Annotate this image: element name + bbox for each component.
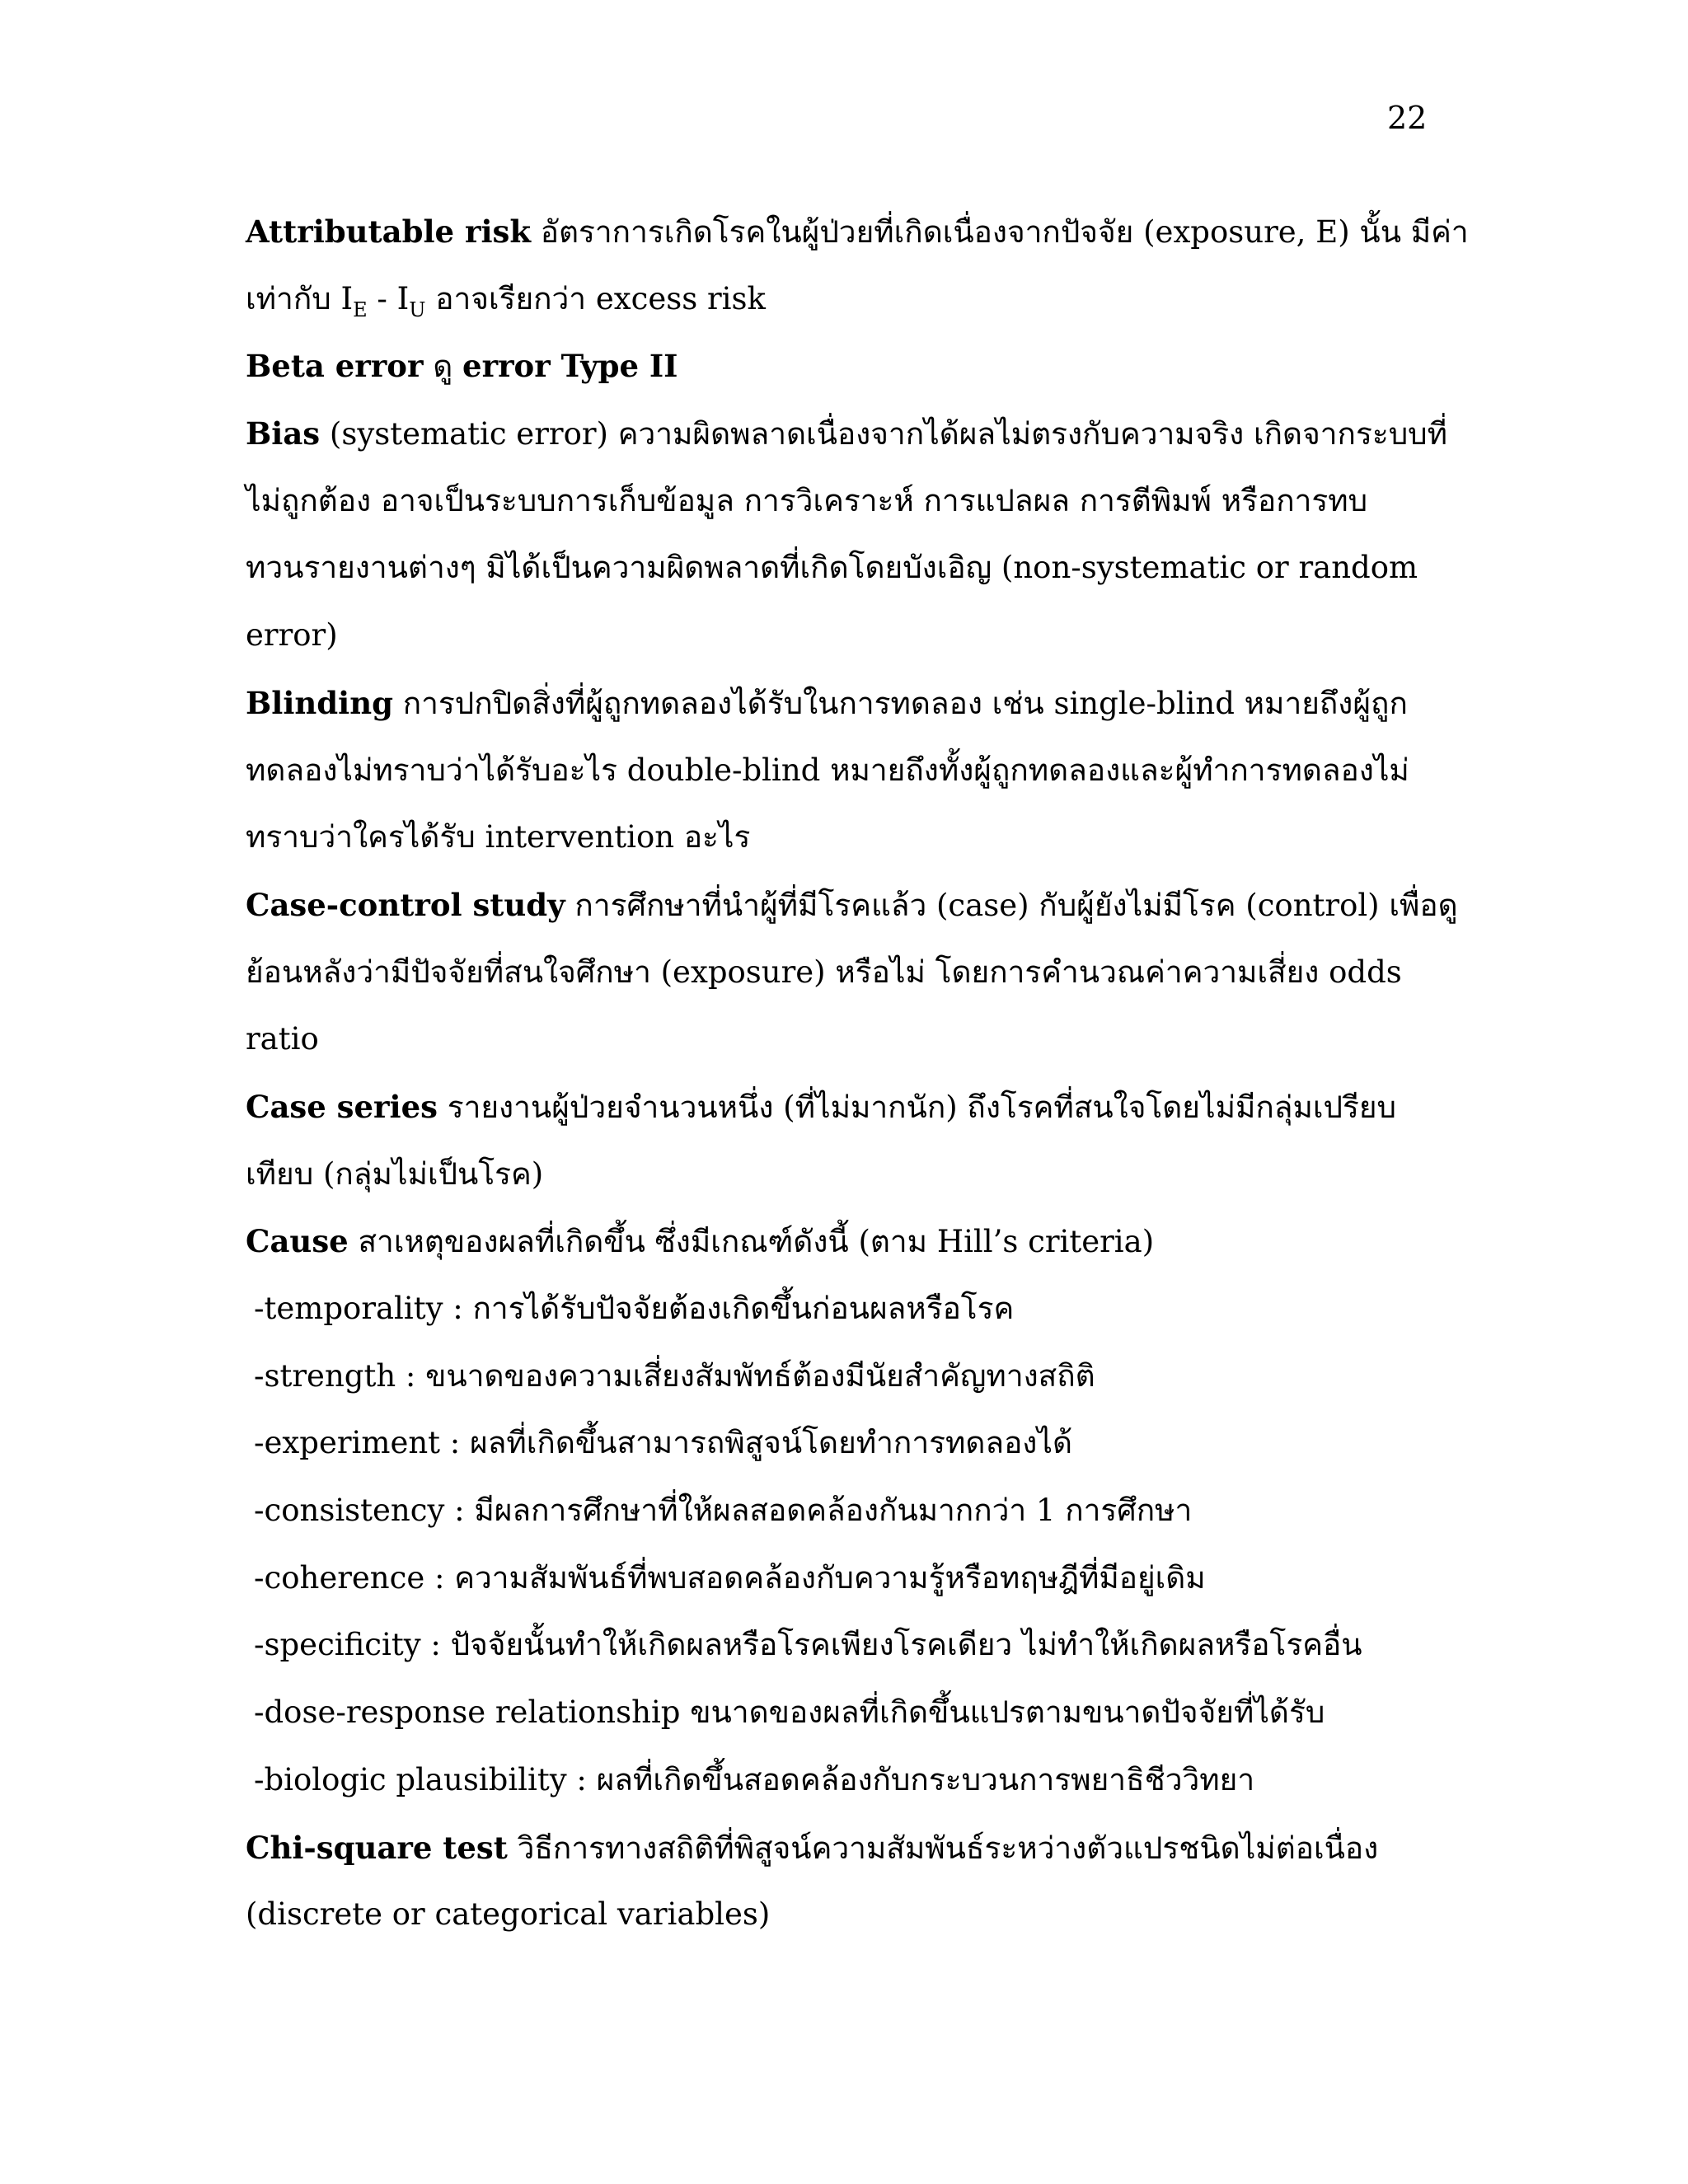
entry-case-control-line-2: ย้อนหลังว่ามีปัจจัยที่สนใจศึกษา (exposure) หรือไม่ โดยการคำนวณค่าความเสี่ยง odds [246, 954, 1402, 990]
entry-bias-line-4: error) [246, 617, 338, 654]
subscript-e: E [353, 298, 368, 321]
definition-text: (systematic error) ความผิดพลาดเนื่องจากได้ผลไม่ตรงกับความจริง เกิดจากระบบที่ [320, 416, 1448, 452]
entry-case-series-line-2: เทียบ (กลุ่มไม่เป็นโรค) [246, 1155, 544, 1192]
term-case-series: Case series [246, 1088, 438, 1125]
criterion-experiment: -experiment : ผลที่เกิดขึ้นสามารถพิสูจน์โดยทำการทดลองได้ [254, 1425, 1073, 1461]
definition-text: อาจเรียกว่า excess risk [425, 280, 766, 316]
definition-text: สาเหตุของผลที่เกิดขึ้น ซึ่งมีเกณฑ์ดังนี้ (ตาม Hill’s criteria) [348, 1224, 1155, 1260]
definition-text: การปกปิดสิ่งที่ผู้ถูกทดลองได้รับในการทดลอง เช่น single-blind หมายถึงผู้ถูก [392, 685, 1408, 721]
definition-text: เท่ากับ I [246, 280, 354, 316]
entry-case-control-line-1 [246, 884, 1457, 952]
entry-attributable-risk-line-2 [246, 279, 1457, 346]
criterion-temporality: -temporality : การได้รับปัจจัยต้องเกิดขึ้นก่อนผลหรือโรค [254, 1291, 1015, 1326]
entry-chi-square-line-1 [246, 1827, 1457, 1895]
formula-minus: - I [367, 280, 410, 316]
term-blinding: Blinding [246, 684, 393, 721]
entry-blinding-line-2: ทดลองไม่ทราบว่าได้รับอะไร double-blind หมายถึงทั้งผู้ถูกทดลองและผู้ทำการทดลองไม่ [246, 752, 1409, 788]
entry-bias-line-1 [246, 413, 1457, 480]
criterion-coherence: -coherence : ความสัมพันธ์ที่พบสอดคล้องกับความรู้หรือทฤษฎีที่มีอยู่เดิม [254, 1559, 1206, 1596]
entry-chi-square-line-2: (discrete or categorical variables) [246, 1896, 771, 1933]
criterion-consistency: -consistency : มีผลการศึกษาที่ให้ผลสอดคล้องกันมากกว่า 1 การศึกษา [254, 1493, 1193, 1529]
term-attributable-risk: Attributable risk [246, 213, 531, 250]
term-beta-error: Beta error [246, 348, 424, 385]
term-cause: Cause [246, 1223, 349, 1260]
criterion-strength: -strength : ขนาดของความเสี่ยงสัมพัทธ์ต้องมีนัยสำคัญทางสถิติ [254, 1357, 1095, 1394]
glossary-content [246, 211, 1469, 1961]
term-chi-square-test: Chi-square test [246, 1829, 508, 1866]
criterion-specificity: -specificity : ปัจจัยนั้นทำให้เกิดผลหรือโรคเพียงโรคเดียว ไม่ทำให้เกิดผลหรือโรคอื่น [254, 1627, 1362, 1663]
definition-text: วิธีการทางสถิติที่พิสูจน์ความสัมพันธ์ระหว่างตัวแปรชนิดไม่ต่อเนื่อง [507, 1830, 1379, 1866]
entry-blinding-line-3: ทราบว่าใครได้รับ intervention อะไร [246, 819, 751, 855]
term-bias: Bias [246, 415, 321, 452]
entry-attributable-risk-line-1 [246, 211, 1469, 279]
definition-text: อัตราการเกิดโรคในผู้ป่วยที่เกิดเนื่องจากปัจจัย (exposure, E) นั้น มีค่า [531, 214, 1469, 250]
subscript-u: U [409, 298, 426, 321]
entry-blinding-line-1 [246, 682, 1457, 750]
criterion-biologic-plausibility: -biologic plausibility : ผลที่เกิดขึ้นสอดคล้องกับกระบวนการพยาธิชีววิทยา [254, 1761, 1255, 1797]
entry-bias-line-3: ทวนรายงานต่างๆ มิได้เป็นความผิดพลาดที่เกิดโดยบังเอิญ (non-systematic or random [246, 550, 1418, 586]
definition-text: ดู [423, 349, 463, 385]
cross-reference: error Type II [462, 348, 678, 385]
definition-text: การศึกษาที่นำผู้ที่มีโรคแล้ว (case) กับผู้ยังไม่มีโรค (control) เพื่อดู [565, 887, 1458, 923]
entry-case-control-line-3: ratio [246, 1021, 319, 1057]
entry-cause-line-1 [246, 1221, 1457, 1288]
page-number: 22 [1387, 100, 1428, 136]
term-case-control-study: Case-control study [246, 886, 565, 923]
entry-case-series-line-1 [246, 1086, 1457, 1154]
entry-beta-error [246, 345, 1457, 413]
criterion-dose-response: -dose-response relationship ขนาดของผลที่เกิดขึ้นแปรตามขนาดปัจจัยที่ได้รับ [254, 1694, 1325, 1731]
definition-text: รายงานผู้ป่วยจำนวนหนึ่ง (ที่ไม่มากนัก) ถึงโรคที่สนใจโดยไม่มีกลุ่มเปรียบ [437, 1089, 1397, 1125]
entry-bias-line-2: ไม่ถูกต้อง อาจเป็นระบบการเก็บข้อมูล การวิเคราะห์ การแปลผล การตีพิมพ์ หรือการทบ [246, 482, 1368, 518]
